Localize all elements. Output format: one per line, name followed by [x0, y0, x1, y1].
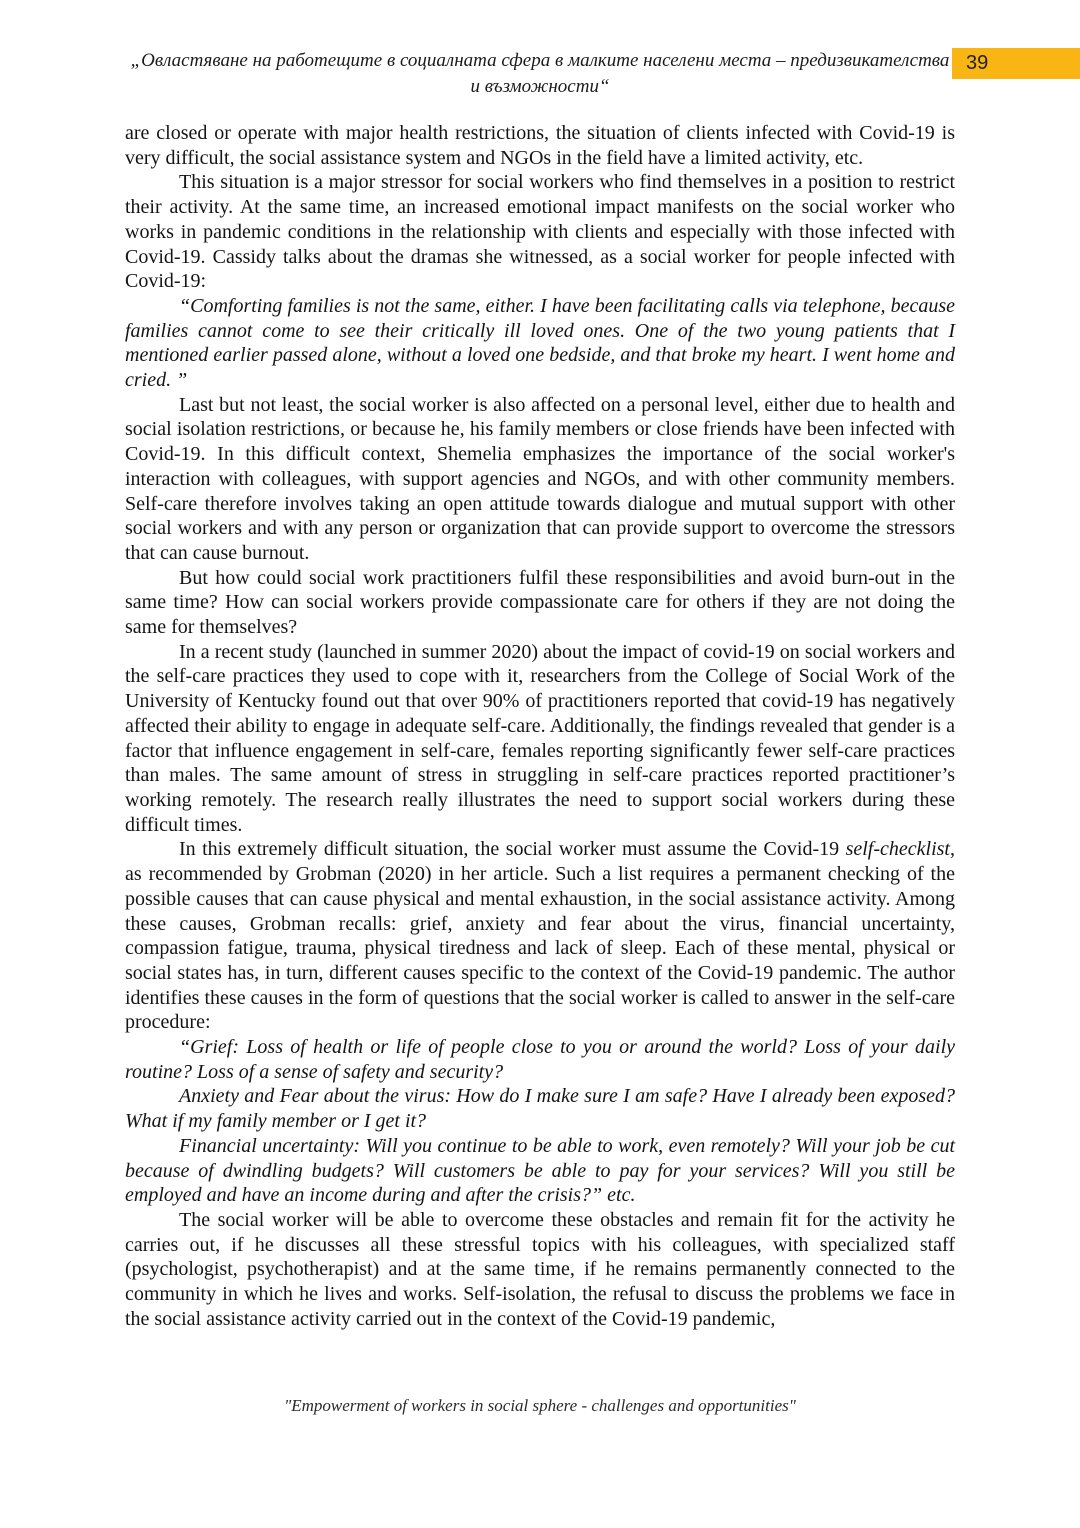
paragraph-segment-italic: self-checklist	[845, 838, 950, 861]
running-footer-text: "Empowerment of workers in social sphere - challenges and opportunities"	[284, 1396, 796, 1415]
paragraph	[125, 170, 955, 294]
paragraph-segment: are closed or operate with major health restrictions, the situation of clients infected with Covid-19 is very difficult, the social assistance system and NGOs in the field have a limited activity, etc.	[125, 122, 955, 169]
body-paragraphs	[125, 121, 955, 1331]
running-footer	[125, 1396, 955, 1416]
paragraph-segment: But how could social work practitioners fulfil these responsibilities and avoid burn-out in the same time? How can social workers provide compassionate care for others if they are not doing the same for themselves?	[125, 566, 955, 639]
paragraph	[125, 1134, 955, 1208]
running-header-line-1: „Овластяване на работещите в социалната сфера в малките населени места – предизвикателства	[130, 50, 950, 71]
running-header-line-2: и възможности“	[470, 76, 610, 97]
paragraph-segment-italic: Anxiety and Fear about the virus: How do I make sure I am safe? Have I already been exposed? What if my family member or I get it?	[125, 1085, 955, 1133]
paragraph-segment-italic: “Grief: Loss of health or life of people close to you or around the world? Loss of your daily routine? Loss of a sense of safety and security?	[125, 1036, 955, 1083]
page-number-badge	[952, 48, 1080, 79]
paragraph	[125, 566, 955, 640]
paragraph	[125, 121, 955, 170]
page-number: 39	[966, 52, 989, 74]
running-header	[125, 48, 955, 100]
paragraph-segment-italic: Financial uncertainty: Will you continue to be able to work, even remotely? Will your job be cut because of dwindling budgets? Will customers be able to pay for your services? Will you still be employed and have an income during and after the crisis?” etc.	[125, 1134, 955, 1207]
paragraph	[125, 1208, 955, 1332]
paragraph	[125, 393, 955, 566]
paragraph	[125, 1035, 955, 1084]
paragraph-segment: The social worker will be able to overcome these obstacles and remain fit for the activity he carries out, if he discusses all these stressful topics with his colleagues, with specialized staff (psychologist, psychotherapist) and at the same time, if he remains permanently connected to the community in which he lives and works. Self-isolation, the refusal to discuss the problems we face in the social assistance activity carried out in the context of the Covid-19 pandemic,	[125, 1208, 955, 1330]
paragraph-segment-italic: “Comforting families is not the same, either. I have been facilitating calls via telephone, because families cannot come to see their critically ill loved ones. One of the two young patients that I mentioned earlier passed alone, without a loved one bedside, and that broke my heart. I went home and cried. ”	[125, 294, 955, 392]
paragraph-segment: In a recent study (launched in summer 2020) about the impact of covid-19 on social workers and the self-care practices they used to cope with it, researchers from the College of Social Work of the University of Kentucky found out that over 90% of practitioners reported that covid-19 has negatively affected their ability to engage in adequate self-care. Additionally, the findings revealed that gender is a factor that influence engagement in self-care, females reporting significantly fewer self-care practices than males. The same amount of stress in struggling in self-care practices reported practitioner’s working remotely. The research really illustrates the need to support social workers during these difficult times.	[125, 640, 955, 836]
paragraph-segment: Last but not least, the social worker is also affected on a personal level, either due to health and social isolation restrictions, or because he, his family members or close friends have been infected with Covid-19. In this difficult context, Shemelia emphasizes the importance of the social worker's interaction with colleagues, with support agencies and NGOs, and with other community members. Self-care therefore involves taking an open attitude towards dialogue and mutual support with other social workers and with any person or organization that can provide support to overcome the stressors that can cause burnout.	[125, 393, 955, 564]
paragraph-segment: This situation is a major stressor for social workers who find themselves in a position to restrict their activity. At the same time, an increased emotional impact manifests on the social worker who works in pandemic conditions in the relationship with clients and especially with those infected with Covid-19. Cassidy talks about the dramas she witnessed, as a social worker for people infected with Covid-19:	[125, 171, 955, 293]
paragraph	[125, 294, 955, 393]
paragraph	[125, 1084, 955, 1133]
paragraph-segment: In this extremely difficult situation, the social worker must assume the Covid-19	[179, 838, 846, 861]
paragraph-segment: , as recommended by Grobman (2020) in her article. Such a list requires a permanent checking of the possible causes that can cause physical and mental exhaustion, in the social assistance activity. Among these causes, Grobman recalls: grief, anxiety and fear about the virus, financial uncertainty, compassion fatigue, trauma, physical tiredness and lack of sleep. Each of these mental, physical or social states has, in turn, different causes specific to the context of the Covid-19 pandemic. The author identifies these causes in the form of questions that the social worker is called to answer in the self-care procedure:	[125, 838, 955, 1034]
paragraph	[125, 837, 955, 1035]
paragraph	[125, 640, 955, 838]
